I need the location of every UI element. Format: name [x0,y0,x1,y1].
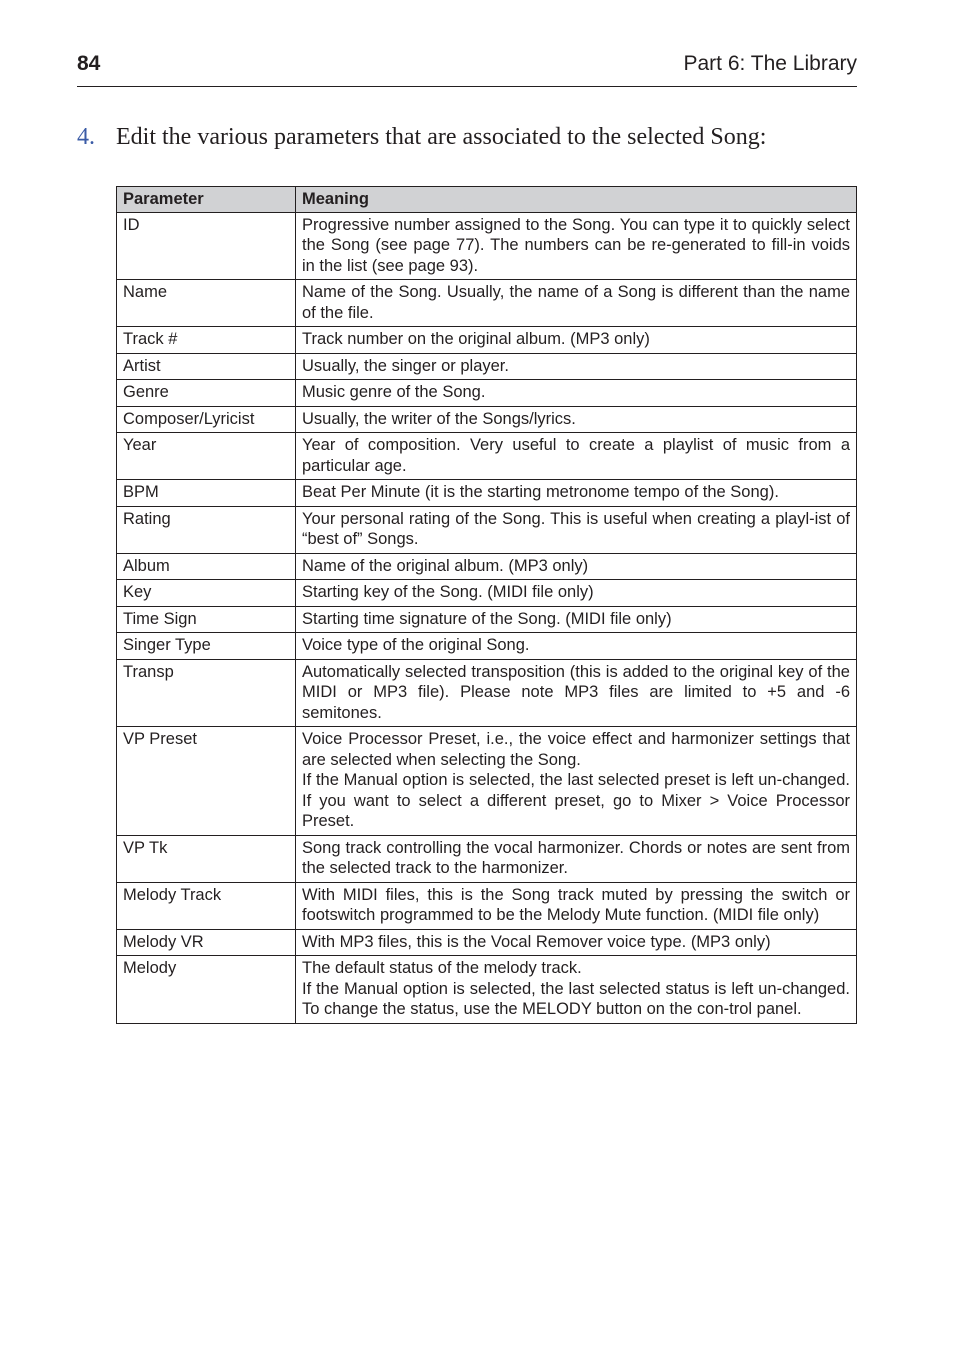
parameter-cell: Album [117,553,296,580]
step-number: 4. [77,124,95,150]
table-row [117,606,857,633]
meaning-paragraph: Usually, the writer of the Songs/lyrics. [302,409,576,428]
meaning-cell [296,659,857,727]
step-instruction [77,124,857,151]
meaning-paragraph: Automatically selected transposition (this is added to the original key of the MIDI or MP3 file). Please note MP3 files are limited to +5 and -6 semitones. [302,662,850,722]
meaning-paragraph: Starting key of the Song. (MIDI file only) [302,583,594,601]
meaning-paragraph: If the Manual option is selected, the last selected status is left un-changed. To change the status, use the MELODY button on the con-trol panel. [302,979,850,1018]
page-header [77,50,857,87]
parameter-cell: Rating [117,506,296,553]
meaning-paragraph: Starting time signature of the Song. (MIDI file only) [302,609,672,628]
meaning-paragraph: Track number on the original album. (MP3 only) [302,330,650,348]
table-row [117,633,857,660]
table-row [117,882,857,929]
parameter-cell: Name [117,280,296,327]
table-header-row [117,187,857,213]
table-row [117,480,857,507]
table-row [117,727,857,836]
table-row [117,659,857,727]
table-row [117,553,857,580]
parameter-cell: Transp [117,659,296,727]
parameter-cell: Year [117,433,296,480]
meaning-cell [296,353,857,380]
meaning-cell [296,727,857,836]
table-row [117,327,857,354]
meaning-cell [296,380,857,407]
meaning-paragraph: Name of the original album. (MP3 only) [302,556,589,575]
meaning-paragraph: If the Manual option is selected, the last selected preset is left un-changed. If you want to select a different preset, go to Mixer > Voice Processor Preset. [302,771,850,830]
parameter-cell: VP Preset [117,727,296,836]
meaning-cell [296,327,857,354]
meaning-cell [296,506,857,553]
meaning-paragraph: With MIDI files, this is the Song track muted by pressing the switch or footswitch programmed to be the Melody Mute function. (MIDI file only) [302,885,850,924]
parameter-cell: Time Sign [117,606,296,633]
meaning-cell [296,280,857,327]
parameter-cell: Track # [117,327,296,354]
table-row [117,380,857,407]
table-row [117,929,857,956]
table-row [117,835,857,882]
meaning-paragraph: Usually, the singer or player. [302,356,509,375]
meaning-cell [296,929,857,956]
table-row [117,406,857,433]
meaning-cell [296,956,857,1024]
running-title: Part 6: The Library [683,52,857,75]
parameter-cell: VP Tk [117,835,296,882]
column-header-parameter: Parameter [117,187,296,213]
meaning-cell [296,553,857,580]
meaning-cell [296,882,857,929]
meaning-paragraph: Year of composition. Very useful to create a playlist of music from a particular age. [302,436,850,475]
table-row [117,280,857,327]
column-header-meaning: Meaning [296,187,857,213]
table-row [117,353,857,380]
parameters-table [116,186,857,1024]
meaning-paragraph: Beat Per Minute (it is the starting metronome tempo of the Song). [302,483,779,501]
meaning-paragraph: Name of the Song. Usually, the name of a Song is different than the name of the file. [302,283,850,322]
parameter-cell: BPM [117,480,296,507]
table-row [117,580,857,607]
parameter-cell: Melody VR [117,929,296,956]
table-body [117,212,857,1023]
meaning-cell [296,580,857,607]
parameter-cell: Key [117,580,296,607]
meaning-paragraph: The default status of the melody track. [302,959,582,977]
meaning-paragraph: Voice type of the original Song. [302,636,530,654]
meaning-cell [296,835,857,882]
table-row [117,212,857,280]
meaning-cell [296,633,857,660]
page-number: 84 [77,52,101,75]
parameter-cell: Singer Type [117,633,296,660]
parameter-cell: Genre [117,380,296,407]
table-row [117,506,857,553]
parameter-cell: Melody Track [117,882,296,929]
meaning-paragraph: Your personal rating of the Song. This is useful when creating a playl-ist of “best of” Songs. [302,509,850,548]
meaning-paragraph: Progressive number assigned to the Song. You can type it to quickly select the Song (see page 77). The numbers can be re-generated to fill-in voids in the list (see page 93). [302,215,850,275]
parameter-cell: Artist [117,353,296,380]
meaning-cell [296,480,857,507]
meaning-cell [296,406,857,433]
meaning-paragraph: With MP3 files, this is the Vocal Remover voice type. (MP3 only) [302,932,771,951]
parameter-cell: Melody [117,956,296,1024]
parameter-cell: ID [117,212,296,280]
step-text: Edit the various parameters that are associated to the selected Song: [116,124,767,150]
meaning-cell [296,606,857,633]
meaning-paragraph: Music genre of the Song. [302,383,486,401]
table-row [117,433,857,480]
meaning-cell [296,433,857,480]
meaning-paragraph: Song track controlling the vocal harmonizer. Chords or notes are sent from the selected track to the harmonizer. [302,838,850,877]
table-row [117,956,857,1024]
meaning-paragraph: Voice Processor Preset, i.e., the voice effect and harmonizer settings that are selected when selecting the Song. [302,730,850,769]
meaning-cell [296,212,857,280]
parameter-cell: Composer/Lyricist [117,406,296,433]
